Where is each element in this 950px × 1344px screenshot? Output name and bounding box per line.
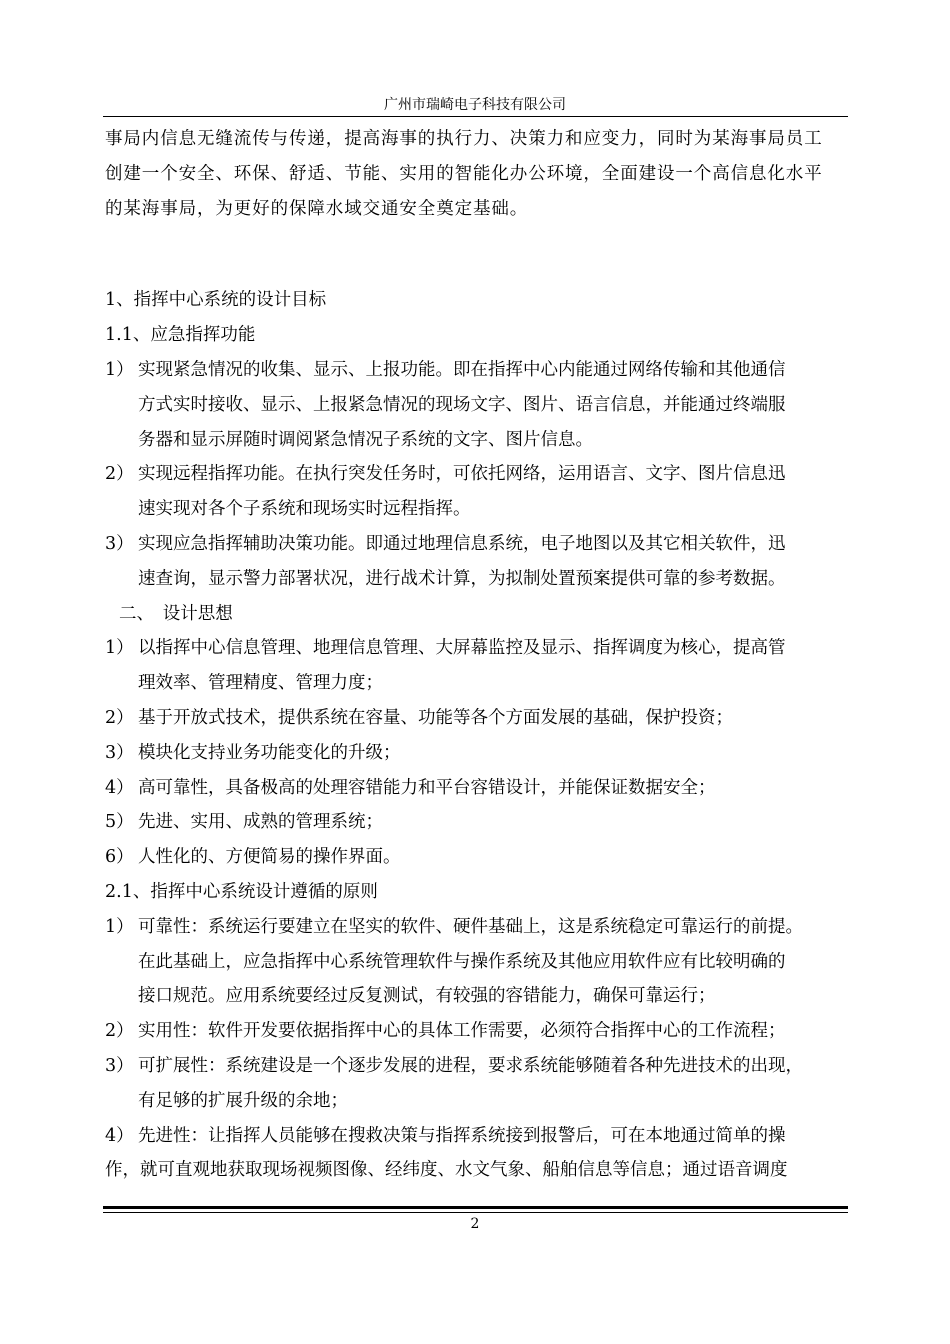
text-line: 可扩展性：系统建设是一个逐步发展的进程，要求系统能够随着各种先进技术的出现， [138,1055,803,1076]
footer-rule-thick [103,1206,848,1209]
text-line: 实现应急指挥辅助决策功能。即通过地理信息系统，电子地图以及其它相关软件，迅 [138,533,786,554]
section-heading: 二、 设计思想 [119,603,233,624]
list-number: 6） [105,847,134,868]
list-item [105,527,850,597]
section-heading: 1、指挥中心系统的设计目标 [105,290,327,311]
text-line: 高可靠性，具备极高的处理容错能力和平台容错设计，并能保证数据安全； [138,777,716,798]
text-line: 实用性：软件开发要依据指挥中心的具体工作需要，必须符合指挥中心的工作流程； [138,1021,786,1042]
list-number: 1） [105,359,134,380]
list-item [105,805,850,840]
text-line: 实现紧急情况的收集、显示、上报功能。即在指挥中心内能通过网络传输和其他通信 [138,359,786,380]
list-number: 3） [105,1055,134,1076]
list-item [105,840,850,875]
text-line: 创建一个安全、环保、舒适、节能、实用的智能化办公环境，全面建设一个高信息化水平 [105,163,823,184]
text-line: 先进、实用、成熟的管理系统； [138,812,383,833]
text-line: 事局内信息无缝流传与传递，提高海事的执行力、决策力和应变力，同时为某海事局员工 [105,129,823,149]
list-number: 1） [105,916,134,937]
text-line: 的某海事局，为更好的保障水域交通安全奠定基础。 [105,198,529,219]
text-line: 速查询，显示警力部署状况，进行战术计算，为拟制处置预案提供可靠的参考数据。 [138,568,786,589]
text-line: 基于开放式技术，提供系统在容量、功能等各个方面发展的基础，保护投资； [138,707,733,728]
list-item [105,1014,850,1049]
text-line: 人性化的、方便简易的操作界面。 [138,847,401,868]
text-line: 接口规范。应用系统要经过反复测试，有较强的容错能力，确保可靠运行； [138,986,716,1007]
text-line: 有足够的扩展升级的余地； [138,1090,348,1111]
footer-rule-thin [103,1212,848,1213]
list-item [105,771,850,806]
text-line: 理效率、管理精度、管理力度； [138,673,383,694]
list-item [105,910,850,1014]
text-line: 务器和显示屏随时调阅紧急情况子系统的文字、图片信息。 [138,429,593,450]
list-number: 4） [105,777,134,798]
page-header: 广州市瑞崎电子科技有限公司 [384,97,566,113]
list-item [105,353,850,457]
list-item [105,457,850,527]
list-number: 2） [105,707,134,728]
subsection-heading: 2.1、指挥中心系统设计遵循的原则 [105,881,378,902]
text-line: 在此基础上，应急指挥中心系统管理软件与操作系统及其他应用软件应有比较明确的 [138,951,786,972]
text-line: 速实现对各个子系统和现场实时远程指挥。 [138,499,471,520]
text-line: 模块化支持业务功能变化的升级； [138,742,401,763]
subsection-heading: 1.1、应急指挥功能 [105,325,256,346]
text-line: 方式实时接收、显示、上报紧急情况的现场文字、图片、语言信息，并能通过终端服 [138,394,786,415]
list-item [105,736,850,771]
list-number: 5） [105,812,134,833]
text-line: 先进性：让指挥人员能够在搜救决策与指挥系统接到报警后，可在本地通过简单的操 [138,1125,786,1146]
text-line: 以指挥中心信息管理、地理信息管理、大屏幕监控及显示、指挥调度为核心，提高管 [138,638,786,659]
text-line: 作，就可直观地获取现场视频图像、经纬度、水文气象、船舶信息等信息；通过语音调度 [105,1160,788,1181]
spacer [105,226,850,283]
list-number: 2） [105,464,134,485]
list-number: 3） [105,742,134,763]
list-number: 4） [105,1125,134,1146]
list-item [105,701,850,736]
intro-paragraph [105,122,850,226]
page-number: 2 [470,1216,480,1232]
list-number: 2） [105,1021,134,1042]
list-number: 1） [105,638,134,659]
header-rule [103,116,848,117]
list-item [105,1049,850,1119]
list-item [105,631,850,701]
list-item [105,1119,850,1189]
document-body [105,122,850,1188]
text-line: 实现远程指挥功能。在执行突发任务时，可依托网络，运用语言、文字、图片信息迅 [138,464,786,485]
text-line: 可靠性：系统运行要建立在坚实的软件、硬件基础上，这是系统稳定可靠运行的前提。 [138,916,803,937]
list-number: 3） [105,533,134,554]
